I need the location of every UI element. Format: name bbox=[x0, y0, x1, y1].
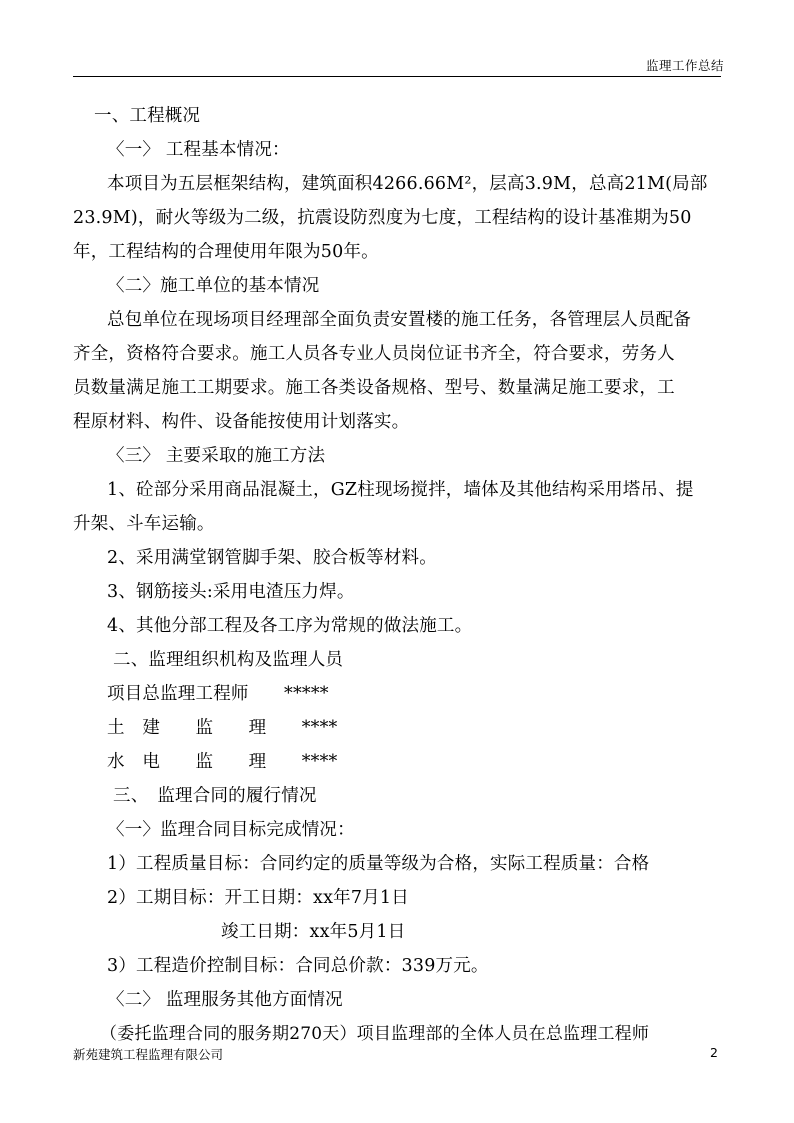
subsection-heading: 〈一〉监理合同目标完成情况： bbox=[107, 820, 355, 840]
subsection-heading: 〈二〉 监理服务其他方面情况 bbox=[107, 990, 343, 1010]
section-heading: 一、工程概况 bbox=[94, 106, 201, 126]
subsection-heading: 〈三〉 主要采取的施工方法 bbox=[107, 446, 326, 466]
staff-row-civil: 土 建 监 理 **** bbox=[107, 718, 338, 738]
paragraph-line: 本项目为五层框架结构，建筑面积4266.66M²，层高3.9M，总高21M(局部 bbox=[107, 174, 708, 194]
list-item: 3）工程造价控制目标：合同总价款：339万元。 bbox=[107, 956, 489, 976]
section-heading: 三、 监理合同的履行情况 bbox=[113, 786, 317, 806]
header-rule bbox=[73, 76, 721, 77]
paragraph-line: 总包单位在现场项目经理部全面负责安置楼的施工任务，各管理层人员配备 bbox=[107, 310, 692, 330]
list-item: 2、采用满堂钢管脚手架、胶合板等材料。 bbox=[107, 548, 437, 568]
paragraph-line: 齐全，资格符合要求。施工人员各专业人员岗位证书齐全，符合要求，劳务人 bbox=[73, 344, 675, 364]
list-item-continuation: 竣工日期：xx年5月1日 bbox=[221, 922, 406, 942]
paragraph-line: 年，工程结构的合理使用年限为50年。 bbox=[73, 242, 379, 262]
list-item: 3、钢筋接头:采用电渣压力焊。 bbox=[107, 582, 355, 602]
paragraph-line: 员数量满足施工工期要求。施工各类设备规格、型号、数量满足施工要求，工 bbox=[73, 378, 675, 398]
footer-page-number: 2 bbox=[710, 1045, 718, 1060]
staff-row-electrical: 水 电 监 理 **** bbox=[107, 752, 338, 772]
staff-row-chief: 项目总监理工程师 ***** bbox=[107, 684, 329, 704]
subsection-heading: 〈一〉 工程基本情况： bbox=[107, 140, 290, 160]
list-item: 1、砼部分采用商品混凝土，GZ柱现场搅拌，墙体及其他结构采用塔吊、提 bbox=[107, 480, 694, 500]
list-item-continuation: 升架、斗车运输。 bbox=[73, 514, 215, 534]
list-item: 2）工期目标：开工日期：xx年7月1日 bbox=[107, 888, 409, 908]
paragraph-line: 程原材料、构件、设备能按使用计划落实。 bbox=[73, 412, 410, 432]
paragraph-line: 23.9M)，耐火等级为二级，抗震设防烈度为七度，工程结构的设计基准期为50 bbox=[73, 208, 692, 228]
paragraph-line: （委托监理合同的服务期270天）项目监理部的全体人员在总监理工程师 bbox=[100, 1024, 650, 1044]
footer-company: 新苑建筑工程监理有限公司 bbox=[73, 1047, 224, 1062]
section-heading: 二、监理组织机构及监理人员 bbox=[113, 650, 344, 670]
subsection-heading: 〈二〉施工单位的基本情况 bbox=[107, 276, 320, 296]
running-header-title: 监理工作总结 bbox=[645, 58, 724, 73]
list-item: 4、其他分部工程及各工序为常规的做法施工。 bbox=[107, 616, 473, 636]
list-item: 1）工程质量目标：合同约定的质量等级为合格，实际工程质量：合格 bbox=[107, 854, 650, 874]
